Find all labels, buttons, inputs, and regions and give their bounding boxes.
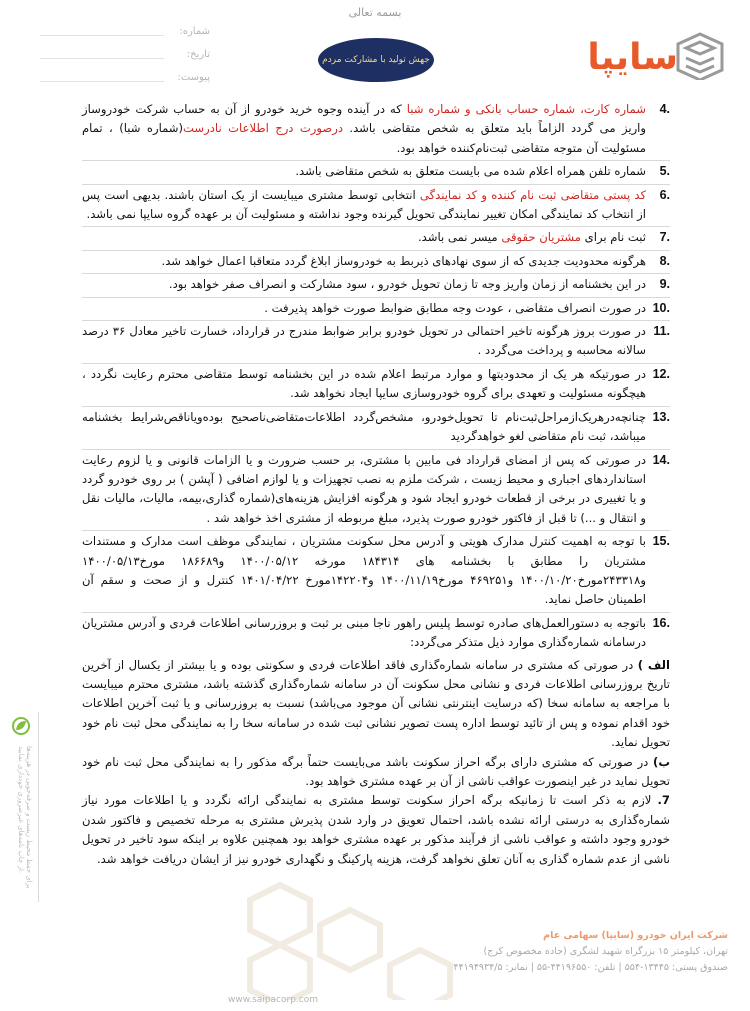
clause-text (82, 408, 646, 447)
leaf-icon (11, 716, 31, 736)
subitem-label: ب) (653, 754, 670, 769)
clause-number: 4. (659, 102, 670, 116)
clause-text-part: در صورت انصراف متقاضی ، عودت وجه مطابق ضوابط صورت خواهد پذیرفت . (264, 300, 646, 315)
clause-number: 14. (652, 452, 670, 467)
letter-fields (40, 24, 210, 93)
clause-number: 6. (659, 187, 670, 202)
footer-address: تهران، کیلومتر ۱۵ بزرگراه شهید لشگری (جاده مخصوص کرج) (483, 946, 728, 957)
clause-number: 11. (653, 324, 670, 339)
clause-item (82, 100, 670, 161)
clause-text-part: که در آینده وجوه خرید خودرو از آن به حساب شرکت خودروساز واریز می گردد الزاماً باید متعلق به شخص متقاضی باشد. (82, 102, 646, 136)
clause-16-intro: باتوجه به دستورالعمل‌های صادره توسط پلیس راهور ناجا مبنی بر ثبت و بروزرسانی اطلاعات فردی و آدرس مشتریان درسامانه شماره‌گذاری موارد ذیل متذکر می‌گردد: (82, 615, 646, 650)
letter-attachment-field: پیوست: (40, 70, 210, 93)
clause-number: 15. (652, 534, 670, 549)
clause-item-16 (82, 614, 670, 655)
clause-item (82, 162, 670, 184)
clause-text-part: در صورتیکه هر یک از محدودیتها و موارد مرتبط اعلام شده در این بخشنامه توسط متقاضی محترم رعایت نگردد ، هیچگونه مسئولیت و تعهدی برای گروه خودروسازی سایپا ایجاد نخواهد شد. (82, 366, 646, 401)
clause-text-part: میسر نمی باشد. (417, 230, 502, 245)
clause-text-part: با توجه به اهمیت کنترل مدارک هویتی و آدرس محل سکونت مشتریان ، نمایندگی موظف است مدارک و مستندات مشتریان را مطابق با بخشنامه های ۱۸۴۳۱۴ مورخه ۱۴۰۰/۰۵/۱۲ و۱۸۶۶۸۹ مورخ۱۴۰۰/۰۵/۱۳ و۲۴۳۳۱۸مورخ۱۴۰۰/۱۰/۲۰ و۴۶۹۲۵۱ مورخ۱۴۰۰/۱۱/۱۹ و۱۴۲۲۰۴مورخ ۱۴۰۱/۰۴/۲۲ کنترل و از صحت و سقم آن اطمینان حاصل نماید. (82, 534, 646, 607)
subitem-seven (82, 791, 670, 869)
clause-number: 10. (652, 300, 670, 315)
clause-text (82, 322, 646, 361)
clause-item (82, 299, 670, 321)
clause-text (82, 451, 646, 529)
subitem-label: 7. (657, 793, 670, 808)
clause-number: 5. (659, 164, 670, 179)
clause-item (82, 408, 670, 450)
clause-text-part: هرگونه محدودیت جدیدی که از سوی نهادهای ذیربط به خودروساز ابلاغ گردد متعاقبا اعمال خواهد شد. (161, 253, 646, 268)
clause-text (82, 299, 646, 318)
clause-text-part: ثبت نام برای (580, 230, 646, 245)
subitem-label: الف ) (637, 657, 670, 672)
highlighted-text: شماره کارت، شماره حساب بانکی و شماره شبا (406, 102, 646, 116)
clause-text-part: انتخابی توسط مشتری میبایست از یک استان باشند. بدیهی است پس از انتخاب کد نمایندگی امکان تغییر نمایندگی تحویل گیرنده وجود نداشته و مسئولیت آن بر عهده گروه سایپا نمی باشد. (82, 187, 646, 222)
saipa-logo-text: سایپا (587, 37, 678, 78)
clause-number: 8. (659, 253, 670, 268)
clause-text-part: چنانچه‌درهریک‌ازمراحل‌ثبت‌نام تا تحویل‌خودرو، مشخص‌گردد اطلاعات‌متقاضی‌ناصحیح بوده‌ویاناقص‌شرایط بخشنامه میباشد، ثبت نام متقاضی لغو خواهدگردید (82, 409, 646, 444)
clause-text-part: (شماره شبا) ، تمام مسئولیت آن متوجه متقاضی ثبت‌نام‌کننده خواهد بود. (82, 121, 646, 155)
highlighted-text: درصورت درج اطلاعات نادرست (183, 121, 343, 136)
clause-text (82, 252, 646, 271)
subitem-alef (82, 656, 670, 753)
clause-text (82, 186, 646, 225)
clause-item (82, 252, 670, 274)
footer-company: شرکت ایران خودرو (سایپا) سهامی عام (543, 930, 728, 941)
clause-number: 13. (652, 409, 670, 424)
subitem-text: در صورتی که مشتری در سامانه شماره‌گذاری فاقد اطلاعات فردی و سکونتی بوده و یا بیشتر از یکسال از آخرین تاریخ بروزرسانی اطلاعات فردی و نشانی محل سکونت آن در سامانه شماره‌گذاری گذشته باشد، مشتری محترم میبایست با مراجعه به سامانه سخا (که درسایت اینترنتی نشانی آن موجود می‌باشد) نسبت به بروزرسانی و یا ثبت آخرین اطلاعات خود اقدام نموده و پس از تائید توسط اداره پست تصویر نشانی ثبت شده در سامانه سخا را به نمایندگی محل ثبت نام خود تحویل نماید. (82, 657, 670, 750)
clause-number: 7. (659, 230, 670, 245)
clause-text (82, 162, 646, 181)
clause-item (82, 186, 670, 228)
subitem-text: لازم به ذکر است تا زمانیکه برگه احراز سکونت توسط مشتری به نمایندگی ارائه نگردد و یا اطلاعات مورد نیاز شماره‌گذاری به درستی ارائه نشده باشد، احتمال تعویق در وارد شدن پذیرش مشتری به مرحله تخصیص و فاکتور شدن خودرو وجود داشته و عواقب ناشی از فرآیند مذکور بر عهده مشتری خواهد بود همچنین علاوه بر اینکه سود تاخیر در تحویل ناشی از عدم شماره گذاری به آنان تعلق نخواهد گرفت، هزینه پارکینگ و نگهداری خودرو نیز از ایشان دریافت خواهد شد. (82, 793, 670, 866)
clause-text-part: در صورتی که پس از امضای قرارداد فی مابین با مشتری، بر حسب ضرورت و یا الزامات قانونی و یا لزوم رعایت استانداردهای اجباری و محیط زیست ، شرکت ملزم به نصب تجهیزات و یا لوازم اضافی ( آپشن ) بر روی خودرو گردد و یا تغییری در برخی از قطعات خودرو ایجاد شود و هرگونه افزایش هزینه‌های(شماره گذاری،بیمه، مالیات، مالیات نقل و انتقال و ...) تا قبل از فاکتور خودرو صورت پذیرد، مبلغ مربوطه از مشتری اخذ خواهد شد . (82, 452, 646, 525)
footer-website-link[interactable]: www.saipacorp.com (228, 995, 318, 1005)
production-emblem: جهش تولید با مشارکت مردم (318, 38, 434, 82)
clause-number: 9. (659, 277, 670, 292)
eco-note-text: برای حفظ محیط زیست و صرفه‌جویی در هزینه‌ها از چاپ نامه‌های غیرضروری خودداری نمایید. (17, 746, 33, 889)
clause-item (82, 322, 670, 364)
eco-note (10, 712, 39, 902)
clause-text-part: در صورت بروز هرگونه تاخیر احتمالی در تحویل خودرو برابر ضوابط مندرج در قرارداد، خسارت تاخیر معادل ۳۶ درصد سالانه محاسبه و پرداخت می‌گردد . (82, 324, 646, 358)
subitem-be (82, 753, 670, 792)
clause-text (82, 100, 646, 158)
clause-item (82, 532, 670, 613)
clause-text (82, 365, 646, 404)
clause-item (82, 365, 670, 407)
clause-number: 12. (652, 366, 670, 381)
highlighted-text: مشتریان حقوقی (501, 230, 581, 245)
clause-text (82, 532, 646, 610)
clause-text-part: در این بخشنامه از زمان واریز وجه تا زمان تحویل خودرو ، سود مشارکت و انصراف صفر خواهد بود. (168, 277, 646, 292)
document-body (82, 100, 670, 869)
clause-16-subitems (82, 656, 670, 869)
footer-contact: صندوق پستی: ۱۳۴۴۵-۵۵۴ | تلفن: ۴۴۱۹۶۵۵۰-۵۵ | نمابر: ۴۴۱۹۴۹۳۴/۵ (453, 962, 728, 973)
clause-text (82, 228, 646, 247)
subitem-text: در صورتی که مشتری دارای برگه احراز سکونت باشد می‌بایست حتماً برگه مذکور را به نمایندگی محل ثبت نام خود تحویل نماید در غیر اینصورت عواقب ناشی از آن بر عهده مشتری خواهد بود. (82, 754, 670, 788)
highlighted-text: کد پستی متقاضی ثبت نام کننده و کد نمایندگی (419, 187, 646, 202)
bismillah-heading: بسمه تعالی (348, 6, 402, 19)
clause-text (82, 275, 646, 294)
letter-date-field: تاریخ: (40, 47, 210, 70)
clause-number: 16. (652, 615, 670, 630)
letter-number-field: شماره: (40, 24, 210, 47)
clause-text-part: شماره تلفن همراه اعلام شده می بایست متعلق به شخص متقاضی باشد. (295, 164, 646, 179)
footer (228, 928, 728, 1005)
clause-item (82, 228, 670, 250)
clause-item (82, 451, 670, 532)
clause-item (82, 275, 670, 297)
